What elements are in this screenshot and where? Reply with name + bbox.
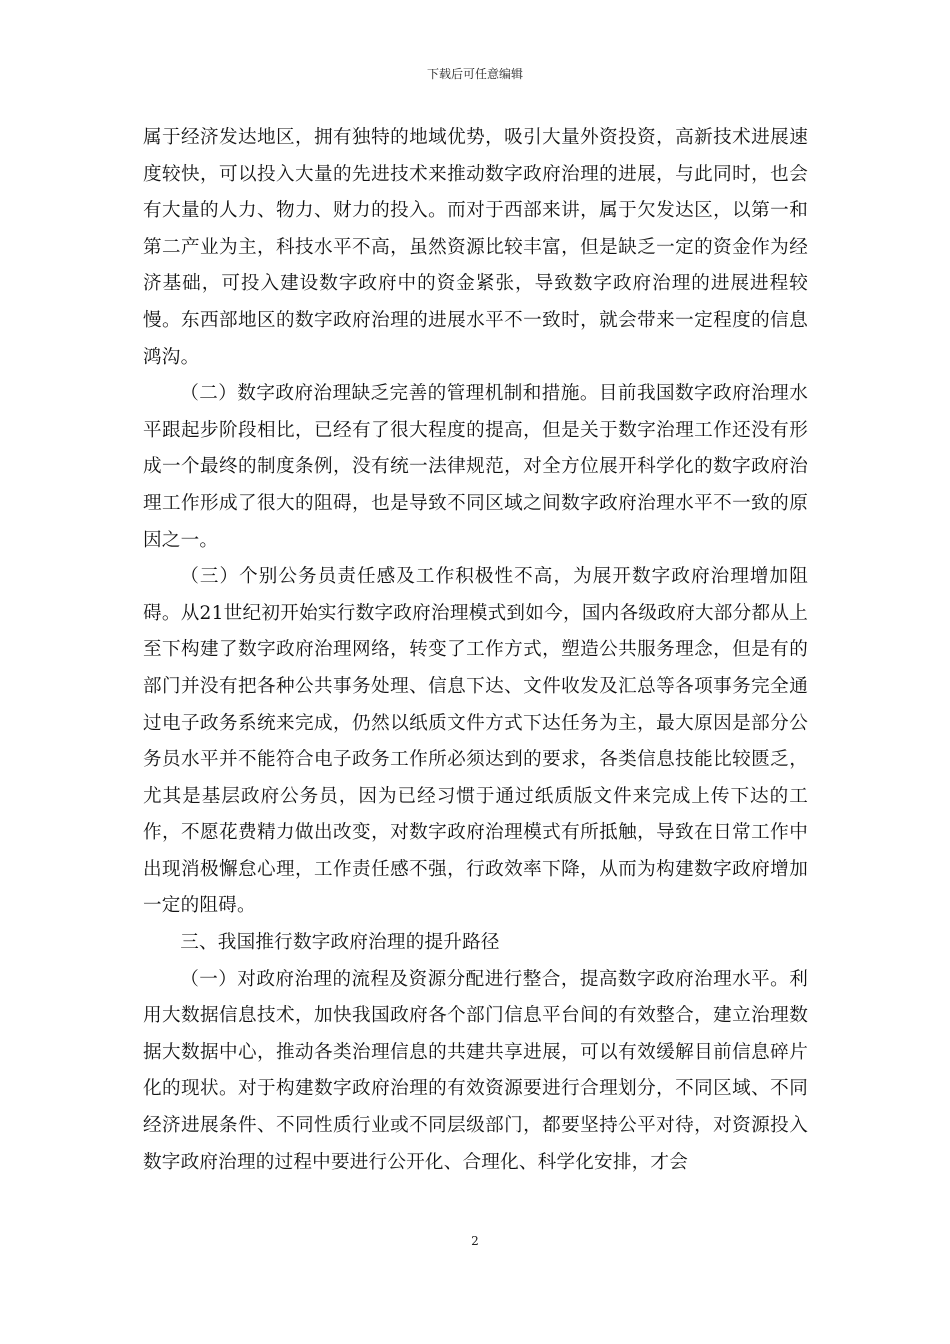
page-number: 2 <box>471 1234 479 1248</box>
page-header: 下载后可任意编辑 <box>426 67 523 81</box>
section-heading: 三、我国推行数字政府治理的提升路径 <box>180 932 500 954</box>
paragraph-civil-servants: （三）个别公务员责任感及工作积极性不高，为展开数字政府治理增加阻碍。从21世纪初开始实行数字政府治理模式到如今，国内各级政府大部分都从上至下构建了数字政府治理网络，转变了工作方式，塑造公共服务理念，但是有的部门并没有把各种公共事务处理、信息下达、文件收发及汇总等各项事务完全通过电子政务系统来完成，仍然以纸质文件方式下达任务为主，最大原因是部分公务员水平并不能符合电子政务工作所必须达到的要求，各类信息技能比较匮乏，尤其是基层政府公务员，因为已经习惯于通过纸质版文件来完成上传下达的工作，不愿花费精力做出改变，对数字政府治理模式有所抵触，导致在日常工作中出现消极懈怠心理，工作责任感不强，行政效率下降，从而为构建数字政府增加一定的阻碍。 <box>143 566 808 917</box>
paragraph-continuation: 属于经济发达地区，拥有独特的地域优势，吸引大量外资投资，高新技术进展速度较快，可以投入大量的先进技术来推动数字政府治理的进展，与此同时，也会有大量的人力、物力、财力的投入。而对于西部来讲，属于欠发达区，以第一和第二产业为主，科技水平不高，虽然资源比较丰富，但是缺乏一定的资金作为经济基础，可投入建设数字政府中的资金紧张，导致数字政府治理的进展进程较慢。东西部地区的数字政府治理的进展水平不一致时，就会带来一定程度的信息鸿沟。 <box>143 127 808 368</box>
paragraph-management-mechanism: （二）数字政府治理缺乏完善的管理机制和措施。目前我国数字政府治理水平跟起步阶段相比，已经有了很大程度的提高，但是关于数字治理工作还没有形成一个最终的制度条例，没有统一法律规范，对全方位展开科学化的数字政府治理工作形成了很大的阻碍，也是导致不同区域之间数字政府治理水平不一致的原因之一。 <box>143 383 808 551</box>
document-body <box>143 120 808 1181</box>
paragraph-process-integration: （一）对政府治理的流程及资源分配进行整合，提高数字政府治理水平。利用大数据信息技术，加快我国政府各个部门信息平台间的有效整合，建立治理数据大数据中心，推动各类治理信息的共建共享进展，可以有效缓解目前信息碎片化的现状。对于构建数字政府治理的有效资源要进行合理划分，不同区域、不同经济进展条件、不同性质行业或不同层级部门，都要坚持公平对待，对资源投入数字政府治理的过程中要进行公开化、合理化、科学化安排，才会 <box>143 968 808 1173</box>
